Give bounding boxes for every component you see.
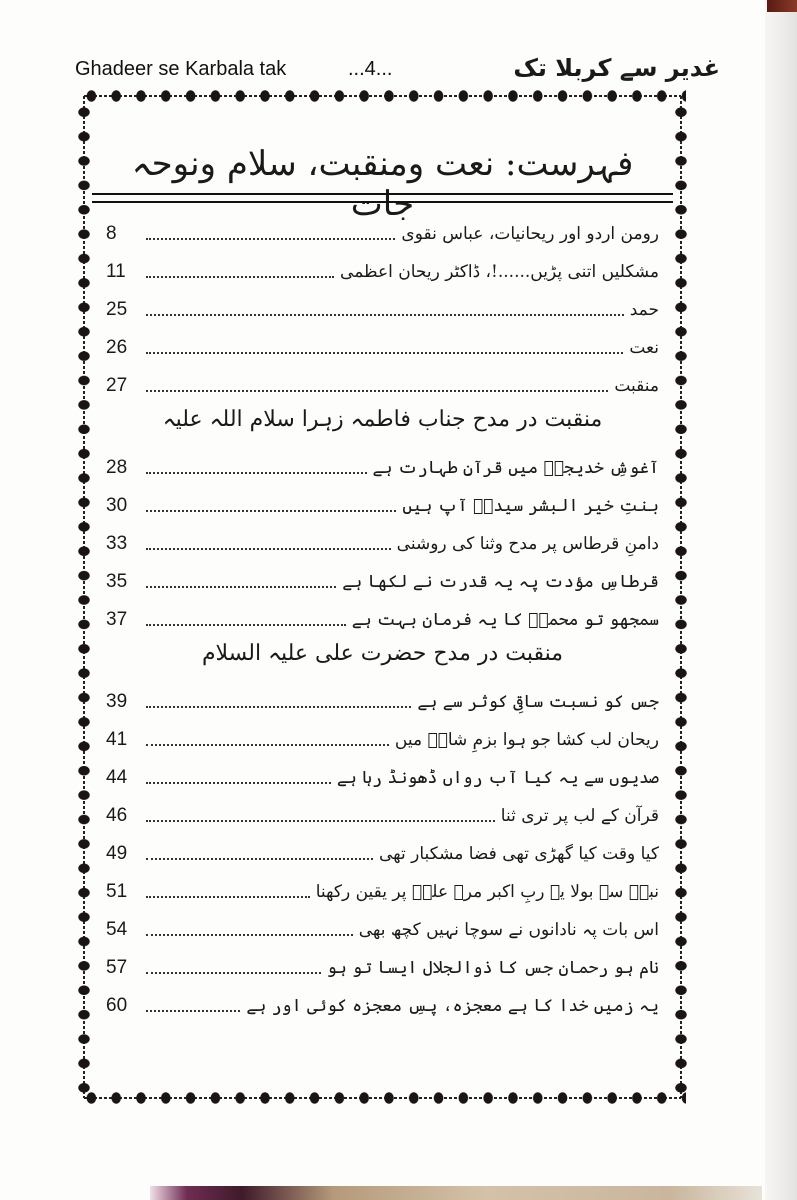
toc-entry-title: نبیؐ سے بولا یہ ربِ اکبر مرے علیؑ پر یقین رکھنا xyxy=(315,882,659,902)
book-cover-edge-bottom xyxy=(150,1186,762,1200)
dot-leader xyxy=(146,933,353,936)
toc-entry[interactable] xyxy=(106,828,659,866)
toc-entry-title: دامنِ قرطاس پر مدح وثنا کی روشنی xyxy=(396,534,659,554)
toc-entry-title: قرطاسِ مؤدت پہ یہ قدرت نے لکھا ہے xyxy=(342,572,659,592)
toc-entry-title: جس کو نسبت ساقیِ کوثر سے ہے xyxy=(417,692,659,712)
toc-page-number: 11 xyxy=(106,261,126,282)
toc-entry[interactable] xyxy=(106,714,659,752)
toc-entry-title: آغوشِ خدیجہؑ میں قرآنِ طہارت ہے xyxy=(372,458,659,478)
toc-page-number: 46 xyxy=(106,805,128,826)
toc-entry-title: قرآن کے لب پر تری ثنا xyxy=(500,806,659,826)
toc-page-number: 60 xyxy=(106,995,128,1016)
book-cover-edge-top xyxy=(767,0,797,12)
dot-leader xyxy=(146,971,321,974)
toc-entry[interactable] xyxy=(106,790,659,828)
toc-entry-title: نام ہو رحمان جس کا ذوالجلال ایسا تو ہو xyxy=(326,958,659,978)
toc-page-number: 37 xyxy=(106,609,128,630)
dot-leader xyxy=(146,471,367,474)
toc-page-number: 54 xyxy=(106,919,128,940)
toc-page-number: 44 xyxy=(106,767,128,788)
page-edge-shadow xyxy=(765,0,797,1200)
toc-entry[interactable] xyxy=(106,594,659,632)
dot-leader xyxy=(146,237,395,240)
dot-leader xyxy=(146,389,608,392)
toc-page-number: 51 xyxy=(106,881,128,902)
toc-entry-title: صدیوں سے یہ کیا آب رواں ڈھونڈ رہا ہے xyxy=(336,768,659,788)
dot-leader xyxy=(146,275,334,278)
running-head xyxy=(75,56,720,86)
bead-border-bottom-icon xyxy=(84,1091,681,1105)
toc-entry[interactable] xyxy=(106,980,659,1018)
toc-page-number: 41 xyxy=(106,729,128,750)
table-of-contents xyxy=(106,208,659,1018)
toc-entry-title: رومن اردو اور ریحانیات، عباس نقوی xyxy=(401,224,659,244)
toc-entry[interactable] xyxy=(106,556,659,594)
toc-entry-title: مشکلیں اتنی پڑیں......!، ڈاکٹر ریحان اعظمی xyxy=(340,262,659,282)
toc-page-number: 25 xyxy=(106,299,128,320)
toc-entry[interactable] xyxy=(106,904,659,942)
dot-leader xyxy=(146,351,623,354)
dot-leader xyxy=(146,705,411,708)
page-title: فہرست: نعت ومنقبت، سلام ونوحہ جات xyxy=(131,144,634,224)
toc-page-number: 27 xyxy=(106,375,128,396)
toc-entry-title: بنتِ خیر البشر سیدہؑ آپ ہیں xyxy=(402,496,659,516)
dot-leader xyxy=(146,509,396,512)
toc-entry-title: اس بات پہ نادانوں نے سوچا نہیں کچھ بھی xyxy=(358,920,659,940)
running-head-page-number: ...4... xyxy=(348,58,393,80)
toc-page-number: 28 xyxy=(106,457,128,478)
toc-entry[interactable] xyxy=(106,208,659,246)
bead-border-left-icon xyxy=(77,96,91,1098)
toc-entry[interactable] xyxy=(106,322,659,360)
toc-page-number: 35 xyxy=(106,571,128,592)
dot-leader xyxy=(146,585,336,588)
dot-leader xyxy=(146,743,389,746)
toc-entry-title: ریحان لب کشا جو ہوا بزمِ شاہؑ میں xyxy=(394,730,659,750)
toc-entry[interactable] xyxy=(106,752,659,790)
running-head-urdu-title: غدیر سے کربلا تک xyxy=(513,54,720,82)
toc-entry[interactable] xyxy=(106,676,659,714)
dot-leader xyxy=(146,819,495,822)
toc-entry[interactable] xyxy=(106,518,659,556)
toc-entry[interactable] xyxy=(106,246,659,284)
section-heading-ali: منقبت در مدح حضرت علی علیہ السلام xyxy=(201,641,564,666)
toc-entry-title: منقبت xyxy=(614,376,659,396)
toc-entry-title: سمجھو تو محمدؐ کا یہ فرمان بہت ہے xyxy=(351,610,659,630)
bead-border-top-icon xyxy=(84,89,681,103)
toc-page-number: 39 xyxy=(106,691,128,712)
dot-leader xyxy=(146,781,331,784)
dot-leader xyxy=(146,547,391,550)
toc-page-number: 8 xyxy=(106,223,117,244)
toc-entry-title: کیا وقت کیا گھڑی تھی فضا مشکبار تھی xyxy=(379,844,659,864)
dot-leader xyxy=(146,857,373,860)
toc-entry-title: حمد xyxy=(629,300,659,320)
toc-entry-title: یہ زمیں خدا کا ہے معجزہ، پسِ معجزہ کوئی اور ہے xyxy=(246,996,659,1016)
toc-page-number: 33 xyxy=(106,533,128,554)
toc-entry[interactable] xyxy=(106,942,659,980)
toc-entry[interactable] xyxy=(106,866,659,904)
section-heading-fatima: منقبت در مدح جناب فاطمہ زہرا سلام اللہ علیہ xyxy=(162,407,603,432)
toc-page-number: 26 xyxy=(106,337,128,358)
toc-entry[interactable] xyxy=(106,480,659,518)
toc-entry[interactable] xyxy=(106,284,659,322)
toc-page-number: 49 xyxy=(106,843,128,864)
toc-entry-title: نعت xyxy=(629,338,659,358)
toc-page-number: 30 xyxy=(106,495,128,516)
dot-leader xyxy=(146,313,624,316)
toc-entry[interactable] xyxy=(106,360,659,398)
dot-leader xyxy=(146,623,346,626)
beaded-border-frame xyxy=(84,96,681,1098)
running-head-english-title: Ghadeer se Karbala tak xyxy=(75,58,287,80)
title-double-rule xyxy=(92,193,673,203)
toc-page-number: 57 xyxy=(106,957,128,978)
dot-leader xyxy=(146,895,310,898)
toc-entry[interactable] xyxy=(106,442,659,480)
bead-border-right-icon xyxy=(674,96,688,1098)
dot-leader xyxy=(146,1009,240,1012)
